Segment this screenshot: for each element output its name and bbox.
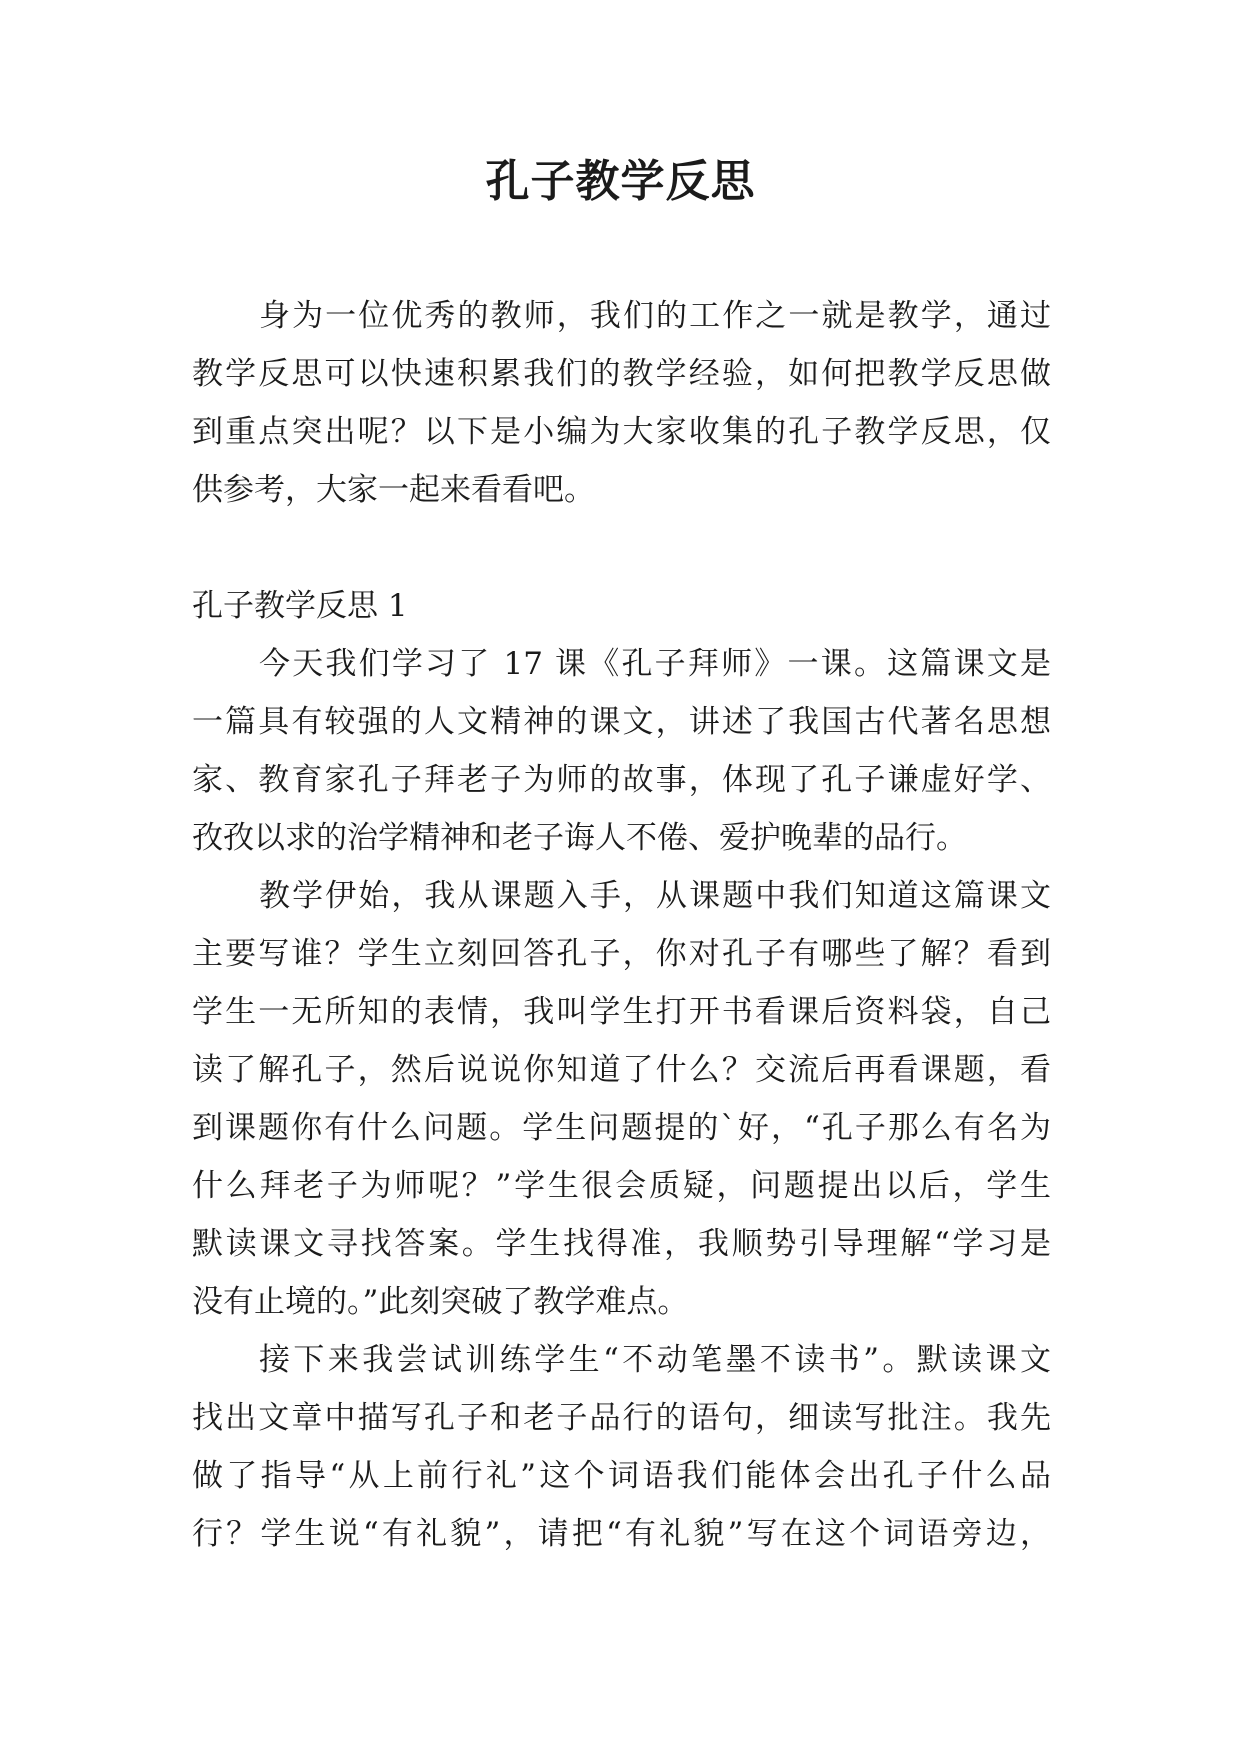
paragraph-line: 一篇具有较强的人文精神的课文，讲述了我国古代著名思想 (192, 704, 1051, 740)
paragraph-line: 默读课文寻找答案。学生找得准，我顺势引导理解“学习是 (192, 1226, 1051, 1262)
paragraph-line: 孜孜以求的治学精神和老子诲人不倦、爱护晚辈的品行。 (192, 820, 967, 856)
paragraph-line: 什么拜老子为师呢？”学生很会质疑，问题提出以后，学生 (192, 1168, 1051, 1204)
paragraph-line: 教学伊始，我从课题入手，从课题中我们知道这篇课文 (259, 878, 1051, 914)
section-paragraph (192, 635, 1051, 867)
paragraph-line: 教学反思可以快速积累我们的教学经验，如何把教学反思做 (192, 356, 1051, 392)
intro-paragraph (192, 287, 1051, 519)
paragraph-line: 读了解孔子，然后说说你知道了什么？交流后再看课题，看 (192, 1052, 1051, 1088)
section (192, 577, 1051, 1563)
paragraph-line: 学生一无所知的表情，我叫学生打开书看课后资料袋，自己 (192, 994, 1051, 1030)
document-body (192, 287, 1051, 1563)
paragraph-line: 供参考，大家一起来看看吧。 (192, 472, 595, 508)
paragraph-line: 家、教育家孔子拜老子为师的故事，体现了孔子谦虚好学、 (192, 762, 1051, 798)
page-title: 孔子教学反思 (485, 156, 756, 207)
paragraph-line: 行？学生说“有礼貌”，请把“有礼貌”写在这个词语旁边， (192, 1516, 1051, 1552)
section-paragraph (192, 867, 1051, 1331)
section-paragraph (192, 1331, 1051, 1563)
blank-line (192, 519, 1051, 577)
paragraph-line: 找出文章中描写孔子和老子品行的语句，细读写批注。我先 (192, 1400, 1051, 1436)
section-heading: 孔子教学反思 1 (192, 588, 408, 624)
paragraph-line: 身为一位优秀的教师，我们的工作之一就是教学，通过 (259, 298, 1051, 334)
paragraph-line: 做了指导“从上前行礼”这个词语我们能体会出孔子什么品 (192, 1458, 1051, 1494)
paragraph-line: 到课题你有什么问题。学生问题提的`好，“孔子那么有名为 (192, 1110, 1051, 1146)
paragraph-line: 接下来我尝试训练学生“不动笔墨不读书”。默读课文 (259, 1342, 1051, 1378)
paragraph-line: 今天我们学习了 17 课《孔子拜师》一课。这篇课文是 (259, 646, 1051, 682)
paragraph-line: 主要写谁？学生立刻回答孔子，你对孔子有哪些了解？看到 (192, 936, 1051, 972)
paragraph-line: 没有止境的。”此刻突破了教学难点。 (192, 1284, 689, 1320)
paragraph-line: 到重点突出呢？以下是小编为大家收集的孔子教学反思，仅 (192, 414, 1051, 450)
